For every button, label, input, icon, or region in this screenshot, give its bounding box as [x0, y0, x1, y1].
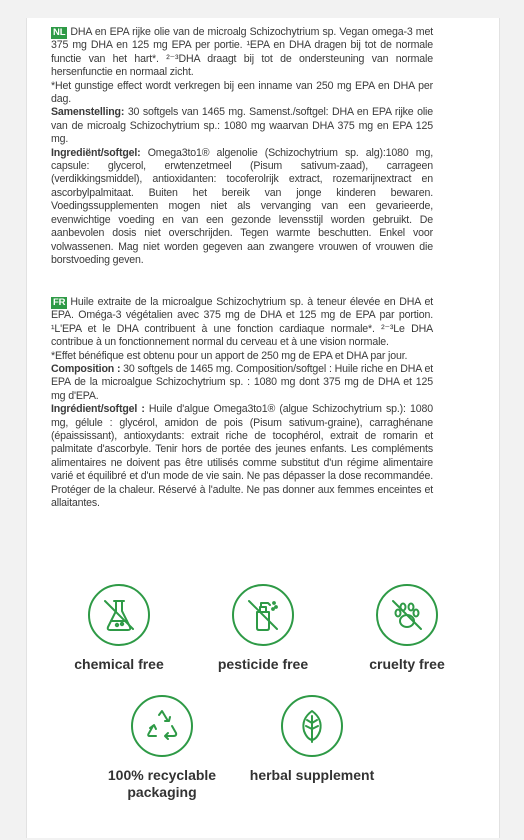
fr-ingredients: Ingrédient/softgel : Huile d'algue Omega3to1® (algue Schizochytrium sp.): 1080 mg, gélule : glycérol, amidon de pois (Pisum sativum-graine), carraghénane (épaississant), antioxydants: extrait riche de tocophérol, extrait de romarin et palmitate d'ascorbyle. Tenir hors de portée des jeunes enfants. Les compléments alimentaires ne doivent pas être utilisés comme substitut d'un régime alimentaire varié et équilibré et d'un mode de vie sain. Ne pas dépasser la dose recommandée. Protéger de la chaleur. Réservé à l'adulte. Ne pas donner aux femmes enceintes et allaitantes. — [51, 403, 433, 510]
fr-composition: Composition : 30 softgels de 1465 mg. Composition/softgel : Huile riche en DHA et EPA de la microalgue Schizochytrium sp. : 1080 mg dont 375 mg de DHA et 125 mg d'EPA. — [51, 363, 433, 402]
badge-label: 100% recyclable packaging — [107, 767, 217, 800]
badge-herbal-supplement — [247, 695, 377, 801]
spray-crossed-icon — [243, 595, 283, 635]
nl-language-badge: NL — [53, 27, 66, 38]
badge-label: chemical free — [74, 656, 164, 672]
badge-label: pesticide free — [217, 656, 309, 672]
badge-row-bottom — [87, 695, 387, 801]
dutch-section — [51, 26, 433, 267]
badge-label: herbal supplement — [249, 767, 375, 783]
badge-cruelty-free — [342, 584, 472, 673]
nl-footnote: *Het gunstige effect wordt verkregen bij een inname van 250 mg EPA en DHA per dag. — [51, 79, 433, 106]
fr-language-badge: FR — [53, 297, 66, 308]
fr-footnote: *Effet bénéfique est obtenu pour un apport de 250 mg de EPA et DHA par jour. — [51, 349, 408, 362]
flask-crossed-icon — [99, 595, 139, 635]
nl-composition: Samenstelling: 30 softgels van 1465 mg. Samenst./softgel: DHA en EPA rijke olie van de microalg Schizochytrium sp.: 1080 mg waarvan DHA 375 mg en EPA 125 mg. — [51, 106, 433, 146]
leaf-icon — [292, 706, 332, 746]
badge-row-top — [27, 584, 499, 673]
french-section — [51, 296, 433, 511]
badge-recyclable-packaging — [97, 695, 227, 801]
badge-label: cruelty free — [369, 656, 445, 672]
badge-pesticide-free — [198, 584, 328, 673]
label-panel — [26, 18, 500, 838]
fr-intro: FR Huile extraite de la microalgue Schizochytrium sp. à teneur élevée en DHA et EPA. Oméga-3 végétalien avec 375 mg de DHA et 125 mg de EPA par portion. ¹L'EPA et le DHA contribuent à une fonction cardiaque normale*. ²⁻³Le DHA contribue à un fonctionnement normal du cerveau et à une vision normale. — [51, 296, 433, 349]
paw-crossed-icon — [387, 595, 427, 635]
nl-intro: NL DHA en EPA rijke olie van de microalg Schizochytrium sp. Vegan omega-3 met 375 mg DHA en 125 mg EPA per portie. ¹EPA en DHA dragen bij tot de normale functie van het hart*. ²⁻³DHA draagt bij tot de ondersteuning van normale hersenfunctie en normaal zicht. — [51, 26, 433, 79]
nl-ingredients: Ingrediënt/softgel: Omega3to1® algenolie (Schizochytrium sp. alg):1080 mg, capsule: glycerol, erwtenzetmeel (Pisum sativum-zaad), carrageen (verdikkingsmiddel), antioxidanten: tocoferolrijk extract, rozemarijnextract en ascorbylpalmitaat. Buiten het bereik van jonge kinderen bewaren. Voedingssupplementen mogen niet als vervanging van een gevarieerde, evenwichtige voeding en van een gezonde levensstijl worden gebruikt. De aanbevolen dosis niet overschrijden. Tegen warmte beschutten. Enkel voor volwassenen. Mag niet worden gegeven aan zwangere vrouwen of vrouwen die borstvoeding geven. — [51, 146, 433, 266]
badge-chemical-free — [54, 584, 184, 673]
recycle-icon — [142, 706, 182, 746]
